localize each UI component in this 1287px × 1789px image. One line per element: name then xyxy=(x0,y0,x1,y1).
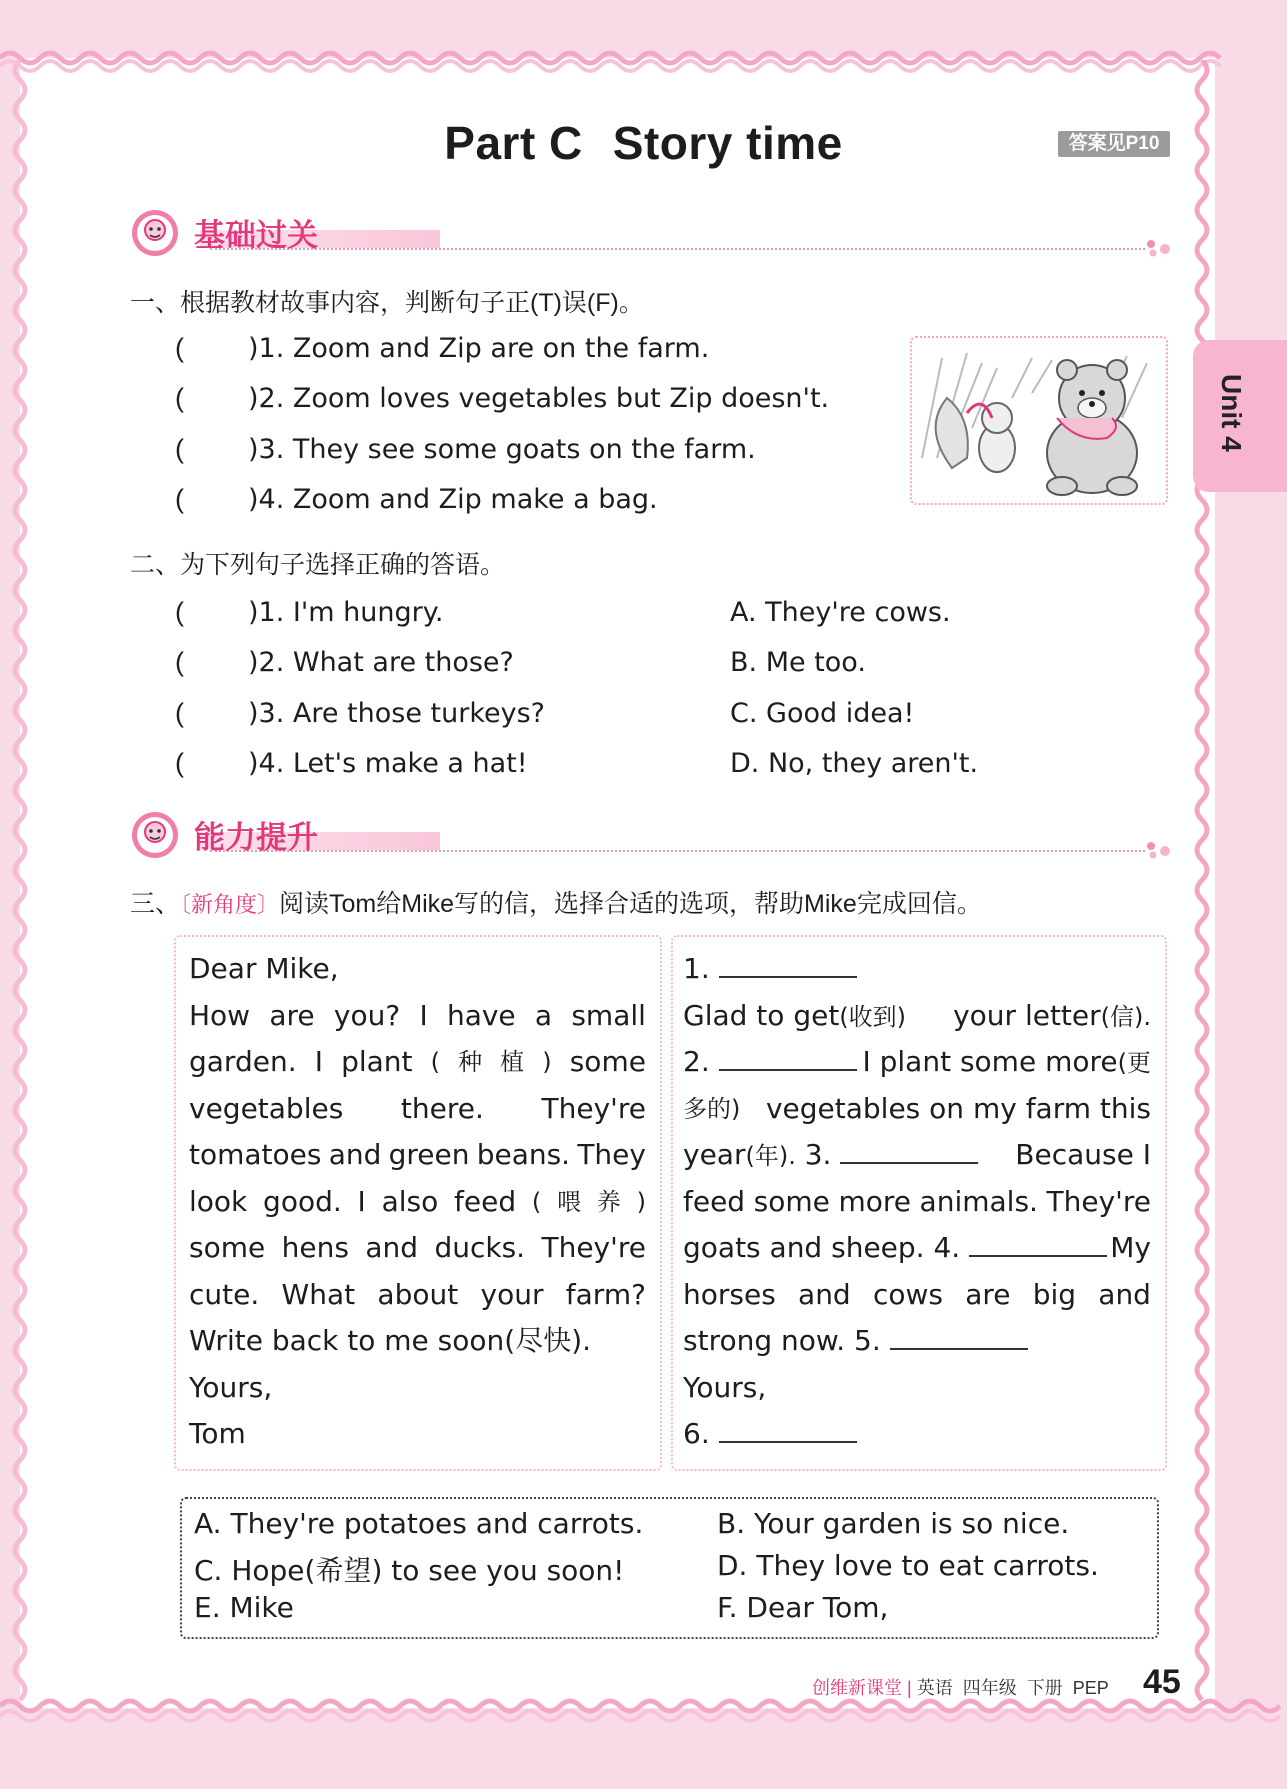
text: goats and sheep. 4. xyxy=(683,1231,961,1264)
dots-icon xyxy=(1145,238,1175,258)
word: What xyxy=(281,1277,356,1311)
text: Glad to get xyxy=(683,998,840,1032)
word: 种 xyxy=(458,1048,483,1076)
answer-bracket: ( xyxy=(175,484,184,514)
letter-line: Write back to me soon(尽快). xyxy=(189,1324,592,1357)
word: and xyxy=(328,1138,382,1171)
letter-line xyxy=(683,946,1151,993)
q1-item-4: )4. Zoom and Zip make a bag. xyxy=(248,484,658,515)
q2-answer-c: C. Good idea! xyxy=(730,698,915,729)
word: some xyxy=(753,1184,830,1218)
word: green xyxy=(388,1138,470,1171)
answer-blank-2[interactable] xyxy=(719,1041,857,1071)
word: and xyxy=(798,1277,851,1311)
letter-line xyxy=(189,1086,646,1133)
word: 养 xyxy=(596,1187,621,1216)
section-label-advanced: 能力提升 xyxy=(194,820,318,855)
blank-number: 6. xyxy=(683,1417,710,1450)
section-header-basic xyxy=(130,208,1170,258)
mascot-badge-icon xyxy=(130,208,180,258)
section-label-basic: 基础过关 xyxy=(194,218,318,253)
title-name: Story time xyxy=(612,117,843,169)
text: Because I xyxy=(1015,1138,1151,1171)
q3-prefix: 三、 xyxy=(130,890,181,918)
word: beans. xyxy=(476,1138,571,1171)
word: big xyxy=(1032,1277,1077,1311)
letter-line xyxy=(683,1411,1151,1458)
section-divider xyxy=(210,248,1145,250)
word: more xyxy=(838,1184,911,1218)
word: farm? xyxy=(565,1277,646,1311)
page-number: 45 xyxy=(1143,1663,1181,1701)
answer-bracket: ( xyxy=(175,383,184,413)
letter-line xyxy=(683,1179,1151,1226)
word: you? xyxy=(333,998,401,1032)
footer-brand xyxy=(812,1674,1109,1700)
word: I xyxy=(419,998,428,1032)
letter-line xyxy=(189,1179,646,1226)
blank-number: 3. xyxy=(804,1138,832,1171)
letter-line xyxy=(683,1132,1151,1179)
answer-blank-4[interactable] xyxy=(969,1227,1107,1257)
answer-bracket: ( xyxy=(175,597,184,627)
answer-blank-1[interactable] xyxy=(719,948,857,978)
letter-line xyxy=(189,993,646,1040)
word: and xyxy=(365,1231,419,1264)
word: there. xyxy=(400,1091,484,1125)
answer-bracket: ( xyxy=(175,647,184,677)
word: I xyxy=(314,1045,323,1078)
text: (年). xyxy=(745,1142,796,1170)
book-info: 英语 四年级 下册 PEP xyxy=(916,1678,1109,1698)
footer-separator: | xyxy=(907,1678,912,1698)
q2-item-3: )3. Are those turkeys? xyxy=(248,698,545,729)
text: vegetables on my farm this xyxy=(765,1091,1151,1125)
word: your xyxy=(480,1277,544,1311)
text: year xyxy=(683,1138,746,1171)
word: I xyxy=(357,1184,366,1218)
word: feed xyxy=(683,1184,746,1218)
question3-title xyxy=(130,884,982,920)
word: ) xyxy=(542,1048,552,1076)
letter-line xyxy=(683,1039,1151,1086)
bear-squirrel-illustration-icon xyxy=(912,338,1166,503)
word: animals. xyxy=(919,1184,1038,1218)
answer-bracket: ( xyxy=(175,698,184,728)
option-e: E. Mike xyxy=(194,1591,294,1624)
word: They xyxy=(577,1138,646,1171)
word: ( xyxy=(531,1187,542,1216)
word: garden. xyxy=(189,1045,297,1078)
section-header-advanced xyxy=(130,810,1170,860)
letter-line: Tom xyxy=(189,1417,246,1450)
tom-letter-text xyxy=(189,946,646,1458)
dots-icon xyxy=(1145,840,1175,860)
q2-answer-b: B. Me too. xyxy=(730,647,866,678)
answer-blank-6[interactable] xyxy=(719,1413,857,1443)
word: 植 xyxy=(500,1048,525,1076)
word: hens xyxy=(281,1231,349,1264)
word: cows xyxy=(872,1277,943,1311)
word: good. xyxy=(263,1184,342,1218)
word: horses xyxy=(683,1277,776,1311)
answer-reference-tag: 答案见P10 xyxy=(1058,131,1170,157)
answer-blank-5[interactable] xyxy=(890,1320,1028,1350)
q2-item-1: )1. I'm hungry. xyxy=(248,597,444,628)
word: some xyxy=(569,1045,646,1078)
word: a xyxy=(534,998,553,1032)
mike-reply-text xyxy=(683,946,1151,1458)
word: vegetables xyxy=(189,1091,344,1125)
word: feed xyxy=(454,1184,517,1218)
word: ducks. xyxy=(434,1231,526,1264)
brand-name: 创维新课堂 xyxy=(812,1678,902,1698)
options-box xyxy=(180,1497,1159,1639)
word: ) xyxy=(636,1187,646,1216)
q1-item-2: )2. Zoom loves vegetables but Zip doesn't. xyxy=(248,383,830,414)
word: They're xyxy=(541,1231,646,1264)
blank-number: 2. xyxy=(683,1045,710,1078)
letter-line xyxy=(189,1225,646,1272)
answer-bracket: ( xyxy=(175,434,184,464)
word: ( xyxy=(430,1048,440,1076)
option-b: B. Your garden is so nice. xyxy=(717,1507,1070,1540)
question2-title: 二、为下列句子选择正确的答语。 xyxy=(130,551,506,579)
word: have xyxy=(446,998,516,1032)
word: cute. xyxy=(189,1277,260,1311)
q2-item-2: )2. What are those? xyxy=(248,647,514,678)
letter-line xyxy=(683,993,1151,1040)
answer-bracket: ( xyxy=(175,333,184,363)
wavy-border-right xyxy=(1190,60,1218,1710)
q2-answer-a: A. They're cows. xyxy=(730,597,951,628)
unit-tab-label: Unit 4 xyxy=(1216,374,1247,452)
q1-item-1: )1. Zoom and Zip are on the farm. xyxy=(248,333,710,364)
text: (更 xyxy=(1117,1049,1151,1077)
story-illustration xyxy=(910,336,1168,505)
word: are xyxy=(269,998,315,1032)
word: also xyxy=(381,1184,439,1218)
text: (信). xyxy=(1100,1002,1151,1031)
answer-bracket: ( xyxy=(175,748,184,778)
word: plant xyxy=(341,1045,413,1078)
word: are xyxy=(965,1277,1011,1311)
letter-line: Dear Mike, xyxy=(189,952,339,985)
question1-title: 一、根据教材故事内容，判断句子正(T)误(F)。 xyxy=(130,289,644,317)
word: about xyxy=(377,1277,459,1311)
wavy-border-left xyxy=(6,60,32,1710)
word: some xyxy=(189,1231,266,1264)
option-d: D. They love to eat carrots. xyxy=(717,1549,1099,1582)
word: look xyxy=(189,1184,248,1218)
title-part: Part C xyxy=(444,117,583,169)
word: How xyxy=(189,998,251,1032)
wavy-border-top xyxy=(0,40,1287,76)
unit-side-tab xyxy=(1193,340,1287,492)
text: My xyxy=(1110,1231,1151,1264)
word: 喂 xyxy=(557,1187,582,1216)
blank-number: 1. xyxy=(683,952,710,985)
word: and xyxy=(1098,1277,1151,1311)
option-f: F. Dear Tom, xyxy=(717,1591,889,1624)
letter-line xyxy=(189,1132,646,1179)
word: tomatoes xyxy=(189,1138,322,1171)
letter-line xyxy=(189,1039,646,1086)
new-angle-tag: 〔新角度〕 xyxy=(180,892,280,917)
answer-blank-3[interactable] xyxy=(840,1134,978,1164)
letter-line xyxy=(683,1086,1151,1133)
letter-line: Yours, xyxy=(683,1370,767,1404)
q2-item-4: )4. Let's make a hat! xyxy=(248,748,528,779)
option-c: C. Hope(希望) to see you soon! xyxy=(194,1554,625,1587)
letter-line: Yours, xyxy=(189,1370,273,1404)
letter-line xyxy=(683,1225,1151,1272)
text: (收到) xyxy=(839,1002,907,1031)
word: small xyxy=(571,998,646,1032)
letter-line xyxy=(189,1272,646,1319)
word: They're xyxy=(1046,1184,1151,1218)
q2-answer-d: D. No, they aren't. xyxy=(730,748,979,779)
q3-instruction: 阅读Tom给Mike写的信，选择合适的选项，帮助Mike完成回信。 xyxy=(279,890,982,918)
option-a: A. They're potatoes and carrots. xyxy=(194,1507,644,1540)
word: They're xyxy=(541,1091,646,1125)
section-divider xyxy=(210,850,1145,852)
letter-line xyxy=(683,1318,1151,1365)
q1-item-3: )3. They see some goats on the farm. xyxy=(248,434,756,465)
text: strong now. 5. xyxy=(683,1324,881,1357)
text: 多的) xyxy=(683,1094,741,1123)
mascot-badge-icon xyxy=(130,810,180,860)
letter-line xyxy=(683,1272,1151,1319)
text: I plant some more xyxy=(862,1045,1118,1078)
text: your letter xyxy=(953,998,1101,1032)
